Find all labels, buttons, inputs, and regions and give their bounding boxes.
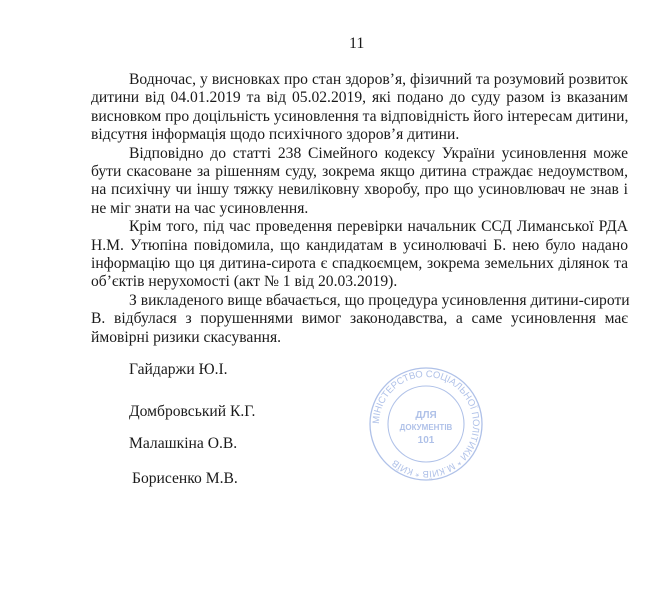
signature-name: Малашкіна О.В. [129,435,238,452]
svg-text:МІНІСТЕРСТВО СОЦІАЛЬНОЇ ПОЛІТИ: МІНІСТЕРСТВО СОЦІАЛЬНОЇ ПОЛІТИКИ * М.КИЇВ * КИЇВ [370,368,482,480]
text-line: Водночас, у висновках про стан здоров’я, фізичний та розумовий розвиток [129,71,628,88]
text-line: на психічну чи іншу тяжку невиліковну хворобу, про що усиновлювач не знав і [91,181,628,199]
text-line: Н.М. Утюпіна повідомила, що кандидатам в усинолювачі Б. нею було надано [91,236,628,254]
text-line: висновком про доцільність усиновлення та відповідність його інтересам дитини, [91,107,629,125]
signature-name: Гайдаржи Ю.І. [129,361,228,378]
signature-name: Домбровський К.Г. [129,403,256,420]
text-line: бути скасоване за рішенням суду, зокрема якщо дитина страждає недоумством, [91,163,628,181]
text-line: не міг знати на час усиновлення. [91,199,309,217]
text-line: ймовірні ризики скасування. [91,328,282,346]
text-line: Відповідно до статті 238 Сімейного кодексу України усиновлення може [129,144,628,162]
document-body [91,71,628,347]
text-line: В. відбулася з порушеннями вимог законодавства, а саме усиновлення має [91,310,628,328]
official-stamp [368,366,484,482]
signature-name: Борисенко М.В. [132,470,238,487]
svg-text:ДОКУМЕНТІВ: ДОКУМЕНТІВ [399,423,453,432]
text-line: об’єктів нерухомості (акт № 1 від 20.03.2019). [91,273,398,291]
text-line: інформацію що ця дитина-сирота є спадкоємцем, зокрема земельних ділянок та [91,255,628,273]
svg-text:101: 101 [417,435,435,446]
page-number: 11 [349,35,365,52]
text-line: З викладеного вище вбачається, що процедура усиновлення дитини-сироти [129,291,630,309]
text-line: дитини від 04.01.2019 та від 05.02.2019, які подано до суду разом із вказаним [91,89,628,107]
svg-text:ДЛЯ: ДЛЯ [415,410,437,421]
text-line: відсутня інформація щодо психічного здоров’я дитини. [91,126,460,144]
text-line: Крім того, під час проведення перевірки начальник ССД Лиманської РДА [129,218,628,236]
